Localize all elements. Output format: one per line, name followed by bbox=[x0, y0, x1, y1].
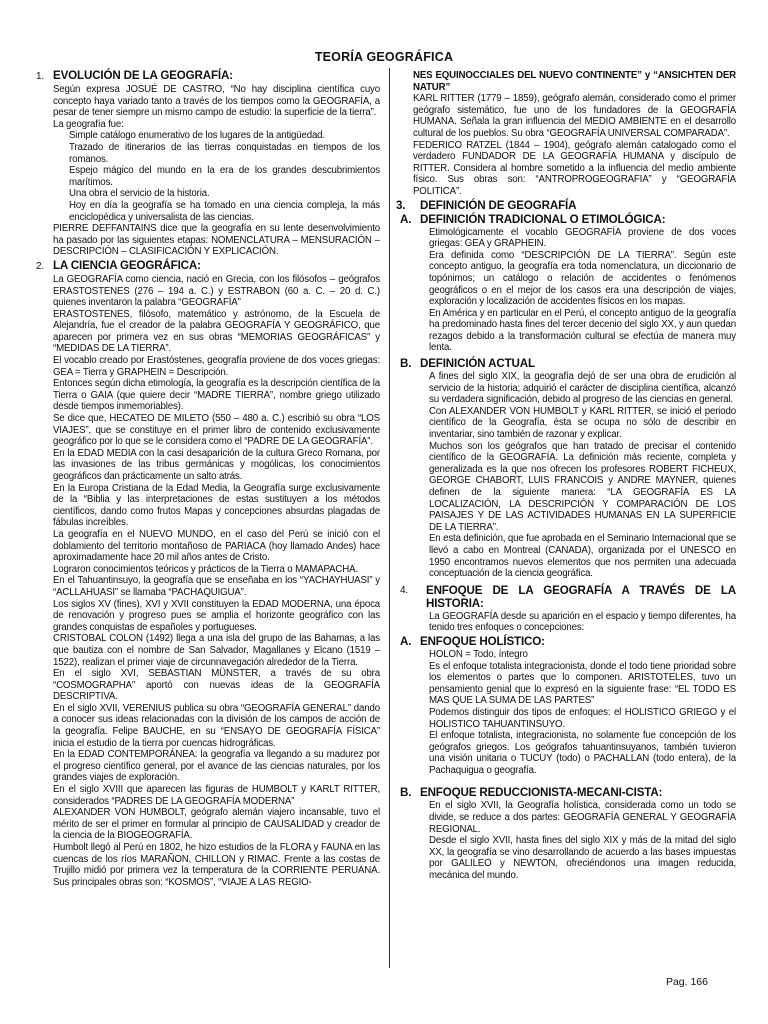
right-column bbox=[396, 70, 736, 882]
paragraph: KARL RITTER (1779 – 1859), geógrafo alemán, considerado como el primer geógrafo sistemático, fue uno de los fundadores de la GEOGRAFÍA HUMANA. Señala la gran influencia del MEDIO AMBIENTE en el desarrollo cultural de los pueblos. Su obra “GEOGRAFÍA UNIVERSAL COMPARADA”. bbox=[413, 93, 736, 139]
paragraph: En el siglo XVI, SEBASTIAN MÜNSTER, a través de su obra “COSMOGRAPHA” aportó con nuevas ideas de la GEOGRAFÍA DESCRIPTIVA. bbox=[53, 668, 380, 703]
section-number: 1. bbox=[36, 71, 45, 82]
paragraph: Se dice que, HECATEO DE MILETO (550 – 480 a. C.) escribió su obra “LOS VIAJES”, que se constituye en el primer libro de contenido exclusivamente geográfico por lo que se le considera como el “PADRE DE LA GEOGRAFÍA”. bbox=[53, 413, 380, 448]
paragraph: En el siglo XVII, VERENIUS publica su obra “GEOGRAFÍA GENERAL” dando a conocer sus ideas relacionadas con la división de los campos de acción de la geografía. Felipe BAUCHE, en su “ENSAYO DE GEOGRAFÍA FÍSICA” inicia el estudio de la tierra por cuencas hidrográficas. bbox=[53, 702, 380, 749]
subsection-letter: A. bbox=[400, 212, 412, 226]
page-title: TEORÍA GEOGRÁFICA bbox=[314, 50, 454, 64]
paragraph: En América y en particular en el Perú, el concepto antiguo de la geografía ha predominado hasta fines del tercer decenio del siglo XX, y aun quedan rezagos debido a la transformación cultural se efectúa de manera muy lenta. bbox=[429, 307, 736, 354]
section-title: LA CIENCIA GEOGRÁFICA: bbox=[53, 258, 201, 272]
paragraph: La GEOGRAFÍA desde su aparición en el espacio y tiempo diferentes, ha tenido tres enfoques o concepciones: bbox=[429, 610, 736, 634]
paragraph: ERASTOSTENES, filósofo, matemático y astrónomo, de la Escuela de Alejandría, fue el creador de la palabra GEOGRAFÍA Y GEOGRÁFICO, que aparecen por primera vez en sus obras “MEMORIAS GEOGRÁFICAS” y “MEDIDAS DE LA TIERRA”. bbox=[53, 308, 380, 355]
section-title: DEFINICIÓN DE GEOGRAFÍA bbox=[420, 198, 577, 212]
paragraph: HOLON = Todo, íntegro bbox=[429, 648, 528, 660]
paragraph: La GEOGRAFÍA como ciencia, nació en Grecia, con los filósofos – geógrafos ERASTOSTENES (276 – 194 a. C.) y ESTRABON (60 a. C. – 20 d. C.) quienes inventaron la palabra “GEOGRAFÍA” bbox=[53, 273, 380, 309]
list-item: Hoy en día la geografía se ha tomado en una ciencia compleja, la más enciclopédica y universalista de las ciencias. bbox=[69, 199, 380, 223]
subsection-4a-heading bbox=[396, 635, 736, 648]
subsection-b-heading bbox=[396, 357, 736, 370]
paragraph: En esta definición, que fue aprobada en el Seminario Internacional que se llevó a cabo en Montreal (CANADA), organizada por el UNESCO en 1950 encontramos nuevos elementos que nos permiten una adecuada conceptuación de la ciencia geográfica. bbox=[429, 533, 736, 580]
subsection-letter: B. bbox=[400, 786, 412, 800]
paragraph: Según expresa JOSUÉ DE CASTRO, “No hay disciplina científica cuyo concepto haya variado tanto a través de los tiempos como la GEOGRAFÍA, a pesar de tener siempre un mismo campo de estudio: la superficie de la tierra”. bbox=[53, 84, 380, 119]
paragraph: A fines del siglo XIX, la geografía dejó de ser una obra de erudición al servicio de la historia; adquirió el carácter de disciplina científica, alcanzó su verdadera significación, debido al progreso de las ciencias en general. bbox=[429, 371, 736, 406]
paragraph: En el Tahuantinsuyo, la geografía que se enseñaba en los “YACHAYHUASI” y “ACLLAHUASI” se llamaba “PACHAQUIGUA”. bbox=[53, 575, 380, 598]
subsection-title: ENFOQUE HOLÍSTICO: bbox=[420, 634, 545, 648]
paragraph: PIERRE DEFFANTAINS dice que la geografía en su lente desenvolvimiento ha pasado por las siguientes etapas: NOMENCLATURA – MENSURACIÓN – DESCRIPCIÓN – CLASIFICACIÓN Y EXPLICACIÓN. bbox=[53, 223, 380, 258]
section-number: 4. bbox=[400, 584, 409, 596]
paragraph: Entonces según dicha etimología, la geografía es la descripción científica de la Tierra o GAIA (que quiere decir “MADRE TIERRA”, nombre griego utilizado desde tiempos inmemoriables). bbox=[53, 378, 380, 413]
paragraph: Los siglos XV (fines), XVI y XVII constituyen la EDAD MODERNA, una época de renovación y progreso pues se amplia el horizonte geográfico con las grandes conquistas de españoles y portugueses. bbox=[53, 598, 380, 633]
section-title: EVOLUCIÓN DE LA GEOGRAFÍA: bbox=[53, 69, 233, 82]
section-2-heading bbox=[36, 259, 380, 273]
paragraph: Era definida como “DESCRIPCIÓN DE LA TIERRA”. Según este concepto antiguo, la geografía era toda nomenclatura, un diccionario de topónimos; un catálogo o relación de accidentes o fenómenos geográficos o en el mejor de los casos era una descripción de viajes, exploración y localización de accidentes físicos en los mapas. bbox=[429, 249, 736, 308]
paragraph: CRISTOBAL COLON (1492) llega a una isla del grupo de las Bahamas, a las que bautiza con el nombre de San Salvador, Magallanes y Elcano (1519 – 1522), realizan el primer viaje de circunnavegación alrededor de la Tierra. bbox=[53, 633, 380, 668]
paragraph: Muchos son los geógrafos que han tratado de precisar el contenido científico de la GEOGRAFÍA. La definición más reciente, completa y generalizada es la que nos ofrecen los profesores ROBERT FICHEUX, GEORGE CHABORT, LUIS FRANCOIS y ANDRE MAYNER, quienes definen de la siguiente manera: “LA GEOGRAFÍA ES LA LOCALIZACIÓN, LA DESCRIPCIÓN Y COMPARACIÓN DE LOS PAISAJES Y DE LAS ACTIVIDADES HUMANAS EN LA SUPERFICIE DE LA TIERRA”. bbox=[429, 440, 736, 533]
paragraph: Desde el siglo XVII, hasta fines del siglo XIX y más de la mitad del siglo XX, la geografía se vino desarrollando de acuerdo a las bases impuestas por GALILEO y NEWTON, ofreciéndonos una imagen reducida, mecánica del mundo. bbox=[429, 835, 736, 882]
section-4-heading bbox=[396, 584, 736, 610]
section-number: 2. bbox=[36, 260, 45, 272]
paragraph: El enfoque totalista, integracionista, no solamente fue concepción de los geógrafos griegos. Los geógrafos tahuantinsuyanos, también tuvieron una visión unitaria o TUCUY (todo) o PACHALLAN (todo entera), de la Pachaquigua o geografía. bbox=[429, 730, 736, 776]
paragraph: En la EDAD MEDIA con la casi desaparición de la cultura Greco Romana, por las invasiones de las tribus germánicas y mogólicas, los conocimientos geográficos dan prácticamente un salto atrás. bbox=[53, 447, 380, 482]
subsection-4b-heading bbox=[396, 786, 736, 799]
page-number: Pag. 166 bbox=[665, 976, 708, 988]
paragraph: La geografía en el NUEVO MUNDO, en el caso del Perú se inició con el doblamiento del territorio montañoso de PARIACA (hoy llamado Andes) hace aproximadamente hace 20 mil años antes de Cristo. bbox=[53, 528, 380, 564]
list-item: Trazado de itinerarios de las tierras conquistadas en tiempos de los romanos. bbox=[69, 141, 380, 165]
section-3-heading bbox=[396, 199, 736, 212]
left-column bbox=[36, 68, 380, 888]
paragraph: Etimológicamente el vocablo GEOGRAFÍA proviene de dos voces griegas: GEA y GRAPHEIN. bbox=[429, 226, 736, 250]
list-item: Simple catálogo enumerativo de los lugares de la antigüedad. bbox=[69, 130, 325, 142]
subsection-letter: B. bbox=[400, 357, 412, 371]
paragraph: En el siglo XVII, la Geografía holística, considerada como un todo se divide, se reduce a dos partes: GEOGRAFÍA GENERAL Y GEOGRAFÍA REGIONAL. bbox=[429, 800, 736, 835]
section-title: ENFOQUE DE LA GEOGRAFÍA A TRAVÉS DE LA HISTORIA: bbox=[426, 583, 736, 610]
subsection-title: DEFINICIÓN ACTUAL bbox=[420, 357, 535, 371]
section-number: 3. bbox=[396, 198, 406, 212]
column-divider bbox=[389, 68, 390, 968]
list-item: Una obra el servicio de la historia. bbox=[69, 188, 210, 200]
subsection-title: ENFOQUE REDUCCIONISTA-MECANI-CISTA: bbox=[420, 786, 663, 800]
paragraph: ALEXANDER VON HUMBOLT, geógrafo alemán viajero incansable, tuvo el mérito de ser el primer en formular al principio de CAUSALIDAD y creador de la ciencia de la BIOGEOGRAFÍA. bbox=[53, 807, 380, 842]
paragraph: NES EQUINOCCIALES DEL NUEVO CONTINENTE” y “ANSICHTEN DER NATUR” bbox=[413, 70, 736, 93]
section-1-heading bbox=[36, 69, 380, 83]
paragraph: Lograron conocimientos teóricos y prácticos de la Tierra o MAMAPACHA. bbox=[53, 563, 358, 575]
paragraph: En la EDAD CONTEMPORÁNEA: la geografía va llegando a su madurez por el progreso científico general, por el avance de las ciencias naturales, por los grandes viajes de exploración. bbox=[53, 749, 380, 784]
paragraph: La geografía fue: bbox=[53, 118, 124, 130]
paragraph: Con ALEXANDER VON HUMBOLT y KARL RITTER, se inició el periodo científico de la Geografía, ésta se ocupa no sólo de describir en inventariar, sino también de razonar y explicar. bbox=[429, 405, 736, 441]
paragraph: En la Europa Cristiana de la Edad Media, la Geografía surge exclusivamente de la “Biblia y las interpretaciones de estas sustituyen a los métodos científicos, dando como frutos Mapas y concepciones absurdas plagadas de fábulas increíbles. bbox=[53, 482, 380, 529]
paragraph: Humbolt llegó al Perú en 1802, he hizo estudios de la FLORA y FAUNA en las cuencas de los ríos MARAÑON, CHILLON y RIMAC. Frente a las costas de Trujillo midió por primera vez la temperatura de la CORRIENTE PERUANA. Sus principales obras son: “KOSMOS”, “VIAJE A LAS REGIO- bbox=[53, 842, 380, 888]
subsection-a-heading bbox=[396, 213, 736, 226]
list-item: Espejo mágico del mundo en la era de los grandes descubrimientos marítimos. bbox=[69, 165, 380, 188]
paragraph: El vocablo creado por Erastóstenes, geografía proviene de dos voces griegas: GEA = Tierra y GRAPHEIN = Descripción. bbox=[53, 355, 380, 378]
paragraph: Es el enfoque totalista integracionista, donde el todo tiene prioridad sobre los elementos o partes que lo componen. ARISTOTELES, tuvo un pensamiento genial que lo expresó en la siguiente frase: “EL TODO ES MAS QUE LA SUMA DE LAS PARTES” bbox=[429, 660, 736, 707]
subsection-letter: A. bbox=[400, 634, 412, 648]
paragraph: En el siglo XVIII que aparecen las figuras de HUMBOLT y KARLT RITTER, considerados “PADRES DE LA GEOGRAFÍA MODERNA” bbox=[53, 784, 380, 807]
subsection-title: DEFINICIÓN TRADICIONAL O ETIMOLÓGICA: bbox=[420, 212, 666, 226]
paragraph: FEDERICO RATZEL (1844 – 1904), geógrafo alemán catalogado como el verdadero FUNDADOR DE LA GEOGRAFÍA HUMANA y discípulo de RITTER. Considera al hombre sometido a la influencia del medio ambiente físico. Sus obras son: “ANTROPROGEOGRAFIA” y “GEOGRAFÍA POLITICA”. bbox=[413, 139, 736, 197]
paragraph: Podemos distinguir dos tipos de enfoques: el HOLISTICO GRIEGO y el HOLISTICO TAHUANTINSUYO. bbox=[429, 706, 736, 730]
